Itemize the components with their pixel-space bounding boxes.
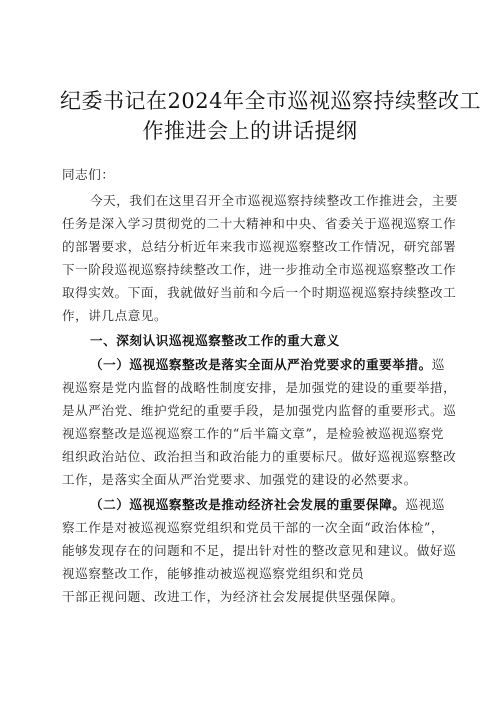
point-1-line-4: 视巡察整改是巡视巡察工作的“后半篇文章”，是检验被巡视巡察党 [62,426,445,441]
point-1-first-line-rest: 巡 [431,357,445,372]
point-2-line-4: 视巡察整改工作，能够推动被巡视巡察党组织和党员 [62,566,365,581]
salutation: 同志们： [62,167,115,182]
point-1-heading: （一）巡视巡察整改是落实全面从严治党要求的重要举措。 [90,357,432,372]
title-line-2: 作推进会上的讲话提纲 [142,119,358,143]
intro-line-2: 任务是深入学习贯彻党的二十大精神和中央、省委关于巡视巡察工作 [62,216,457,231]
point-1-line-2: 视巡察是党内监督的战略性制度安排，是加强党的建设的重要举措， [62,380,457,395]
point-2-line-5: 干部正视问题、改进工作，为经济社会发展提供坚强保障。 [62,589,404,604]
point-1-first-line [90,356,445,374]
document-title [60,86,481,146]
intro-line-6: 作，讲几点意见。 [62,308,168,323]
intro-line-5: 取得实效。下面，我就做好当前和今后一个时期巡视巡察持续整改工 [62,285,457,300]
point-2-line-2: 察工作是对被巡视巡察党组织和党员干部的一次全面“政治体检”， [62,520,445,535]
point-2-heading: （二）巡视巡察整改是推动经济社会发展的重要保障。 [90,497,406,512]
intro-line-1: 今天，我们在这里召开全市巡视巡察持续整改工作推进会，主要 [90,193,459,208]
point-2-first-line-rest: 巡视巡 [405,497,445,512]
title-line-1: 纪委书记在2024年全市巡视巡察持续整改工 [60,89,481,113]
point-1-line-6: 工作，是落实全面从严治党要求、加强党的建设的必然要求。 [62,472,417,487]
point-1-line-3: 是从严治党、维护党纪的重要手段，是加强党内监督的重要形式。巡 [62,403,457,418]
intro-line-3: 的部署要求，总结分析近年来我市巡视巡察整改工作情况，研究部署 [62,239,457,254]
point-1-line-5: 组织政治站位、政治担当和政治能力的重要标尺。做好巡视巡察整改 [62,449,457,464]
point-2-line-3: 能够发现存在的问题和不足，提出针对性的整改意见和建议。做好巡 [62,543,457,558]
section-heading-1: 一、深刻认识巡视巡察整改工作的重大意义 [90,333,340,348]
intro-line-4: 下一阶段巡视巡察持续整改工作，进一步推动全市巡视巡察整改工作 [62,262,457,277]
point-2-first-line [90,496,445,514]
